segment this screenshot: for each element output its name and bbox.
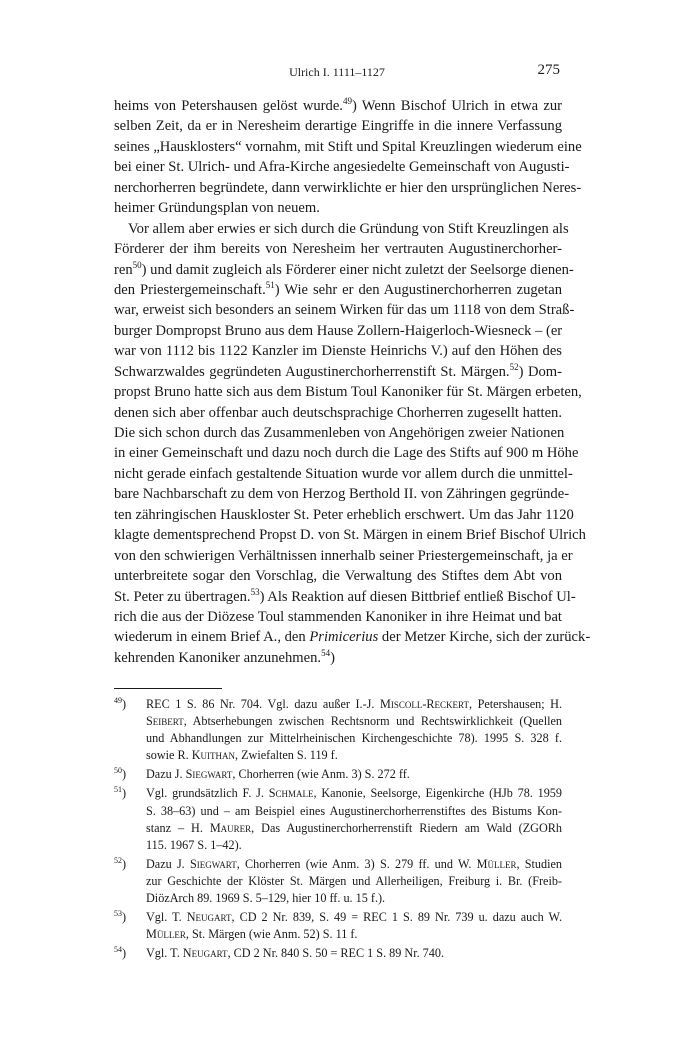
- text-line: heimer Gründungsplan von neuem.: [114, 200, 320, 217]
- text-line: nerchorherren begründete, dann verwirklichte er hier den ursprünglichen Neres-: [114, 179, 582, 196]
- footnote: [114, 856, 562, 907]
- text-line: nicht gerade einfach gestaltende Situation wurde vor allem durch die unmittel-: [114, 465, 573, 482]
- footnote-number: $^{51}$): [114, 785, 127, 801]
- text-line: wiederum in einem Brief A., den Primicerius der Metzer Kirche, sich der zurück-: [114, 629, 591, 646]
- text-line: rich die aus der Diözese Toul stammenden Kanoniker in ihre Heimat und bat: [114, 608, 562, 625]
- footnote-line: REC 1 S. 86 Nr. 704. Vgl. dazu außer I.-J. Miscoll-Reckert, Petershausen; H.: [146, 697, 562, 711]
- page-number: 275: [537, 62, 560, 78]
- italic-term: Primicerius: [309, 629, 379, 646]
- footnote: [114, 785, 562, 853]
- footnote-ref[interactable]: 49: [342, 96, 352, 107]
- footnote-ref[interactable]: 50: [132, 259, 142, 270]
- text-line: St. Peter zu übertragen.$^{53}$) Als Reaktion auf diesen Bittbrief entließ Bischof Ul-: [114, 586, 576, 605]
- text-line: bei einer St. Ulrich- und Afra-Kirche angesiedelte Gemeinschaft von Augusti-: [114, 159, 570, 176]
- running-title: Ulrich I. 1111–1127: [289, 65, 385, 79]
- text-line: burger Dompropst Bruno aus dem Hause Zollern-Haigerloch-Wiesneck – (er: [114, 322, 563, 339]
- text-line: bare Nachbarschaft zu dem von Herzog Berthold II. von Zähringen gegründe-: [114, 486, 570, 503]
- footnote-line: und Abhandlungen zur Mittelrheinischen Kirchengeschichte 78). 1995 S. 328 f.: [146, 731, 562, 746]
- text-line: Schwarzwaldes gegründeten Augustinerchorherrenstift St. Märgen.$^{52}$) Dom-: [114, 361, 562, 380]
- text-line: unterbreitete sogar den Vorschlag, die Verwaltung des Stiftes dem Abt von: [114, 568, 562, 585]
- text-line: klagte dementsprechend Propst D. von St. Märgen in einem Brief Bischof Ulrich: [114, 527, 586, 544]
- text-line: Förderer der ihm bereits von Neresheim her vertrauten Augustinerchorher-: [114, 241, 562, 258]
- text-line: den Priestergemeinschaft.$^{51}$) Wie sehr er den Augustinerchorherren zugetan: [114, 280, 562, 298]
- footnote-rule: [114, 688, 222, 689]
- text-line: Die sich schon durch das Zusammenleben von Angehörigen zweier Nationen: [114, 425, 565, 441]
- footnote: [114, 766, 562, 783]
- footnote-number: $^{50}$): [114, 766, 127, 782]
- footnote-line: stanz – H. Maurer, Das Augustinerchorherrenstift Riedern am Wald (ZGORh: [146, 820, 563, 835]
- text-line: ren$^{50}$) und damit zugleich als Förderer einer nicht zuletzt der Seelsorge dienen-: [114, 259, 574, 278]
- text-line: in einer Gemeinschaft und dazu noch durch die Lage des Stifts auf 900 m Höhe: [114, 445, 579, 462]
- text-line: war von 1112 bis 1122 Kanzler im Dienste Heinrichs V.) auf den Höhen des: [114, 343, 562, 360]
- text-line: Vor allem aber erwies er sich durch die Gründung von Stift Kreuzlingen als: [128, 220, 569, 237]
- footnote-number: $^{53}$): [114, 909, 127, 925]
- footnote-line: Dazu J. Siegwart, Chorherren (wie Anm. 3) S. 279 ff. und W. Müller, Studien: [146, 856, 562, 871]
- text-line: war, erweist sich besonders an seinem Wirken für das um 1118 von dem Straß-: [114, 302, 575, 319]
- footnote: [114, 909, 562, 943]
- text-line: von den schwierigen Verhältnissen innerhalb seiner Priestergemeinschaft, ja er: [114, 547, 573, 564]
- footnote-number: $^{54}$): [114, 945, 127, 961]
- footnote-line: Dazu J. Siegwart, Chorherren (wie Anm. 3) S. 272 ff.: [146, 767, 410, 782]
- footnote-ref[interactable]: 52: [509, 361, 519, 372]
- footnote-number: $^{49}$): [114, 695, 127, 711]
- text-line: kehrenden Kanoniker anzunehmen.$^{54}$): [114, 647, 335, 666]
- text-line: denen sich aber offenbar auch deutschsprachige Chorherren zugesellt hatten.: [114, 404, 562, 421]
- footnote-line: Vgl. T. Neugart, CD 2 Nr. 839, S. 49 = REC 1 S. 89 Nr. 739 u. dazu auch W.: [146, 910, 562, 925]
- text-line: seines „Hausklosters“ vornahm, mit Stift und Spital Kreuzlingen wiederum eine: [114, 138, 582, 155]
- footnote: [114, 945, 562, 962]
- footnote-line: Vgl. T. Neugart, CD 2 Nr. 840 S. 50 = REC 1 S. 89 Nr. 740.: [146, 946, 445, 961]
- footnote-ref[interactable]: 53: [250, 586, 260, 597]
- footnote-line: sowie R. Kuithan, Zwiefalten S. 119 f.: [146, 748, 338, 763]
- text-line: ten zähringischen Hauskloster St. Peter erheblich erschwert. Um das Jahr 1120: [114, 506, 574, 523]
- page-header: [114, 62, 560, 82]
- text-line: heims von Petershausen gelöst wurde.$^{49}$) Wenn Bischof Ulrich in etwa zur: [114, 96, 562, 114]
- footnote-line: zur Geschichte der Klöster St. Märgen und Allerheiligen, Freiburg i. Br. (Freib-: [146, 873, 562, 888]
- footnote-line: S. 38–63) und – am Beispiel eines Augustinerchorherrenstiftes des Bistums Kon-: [146, 803, 562, 818]
- footnote: [114, 696, 562, 764]
- footnotes: [114, 696, 562, 964]
- footnote-ref[interactable]: 51: [265, 280, 275, 291]
- main-text: [114, 96, 591, 668]
- footnote-line: Müller, St. Märgen (wie Anm. 52) S. 11 f.: [146, 927, 358, 942]
- footnote-line: DiözArch 89. 1969 S. 5–129, hier 10 ff. u. 15 f.).: [146, 891, 386, 906]
- footnote-line: 115. 1967 S. 1–42).: [146, 837, 242, 852]
- footnote-line: Seibert, Abtserhebungen zwischen Rechtsnorm und Rechtswirklichkeit (Quellen: [146, 714, 562, 729]
- text-line: propst Bruno hatte sich aus dem Bistum Toul Kanoniker für St. Märgen erbeten,: [114, 384, 582, 401]
- footnote-number: $^{52}$): [114, 855, 127, 871]
- footnote-line: Vgl. grundsätzlich F. J. Schmale, Kanonie, Seelsorge, Eigenkirche (HJb 78. 1959: [146, 786, 562, 801]
- text-line: selben Zeit, da er in Neresheim derartige Eingriffe in die innere Verfassung: [114, 118, 562, 135]
- footnote-ref[interactable]: 54: [321, 647, 331, 658]
